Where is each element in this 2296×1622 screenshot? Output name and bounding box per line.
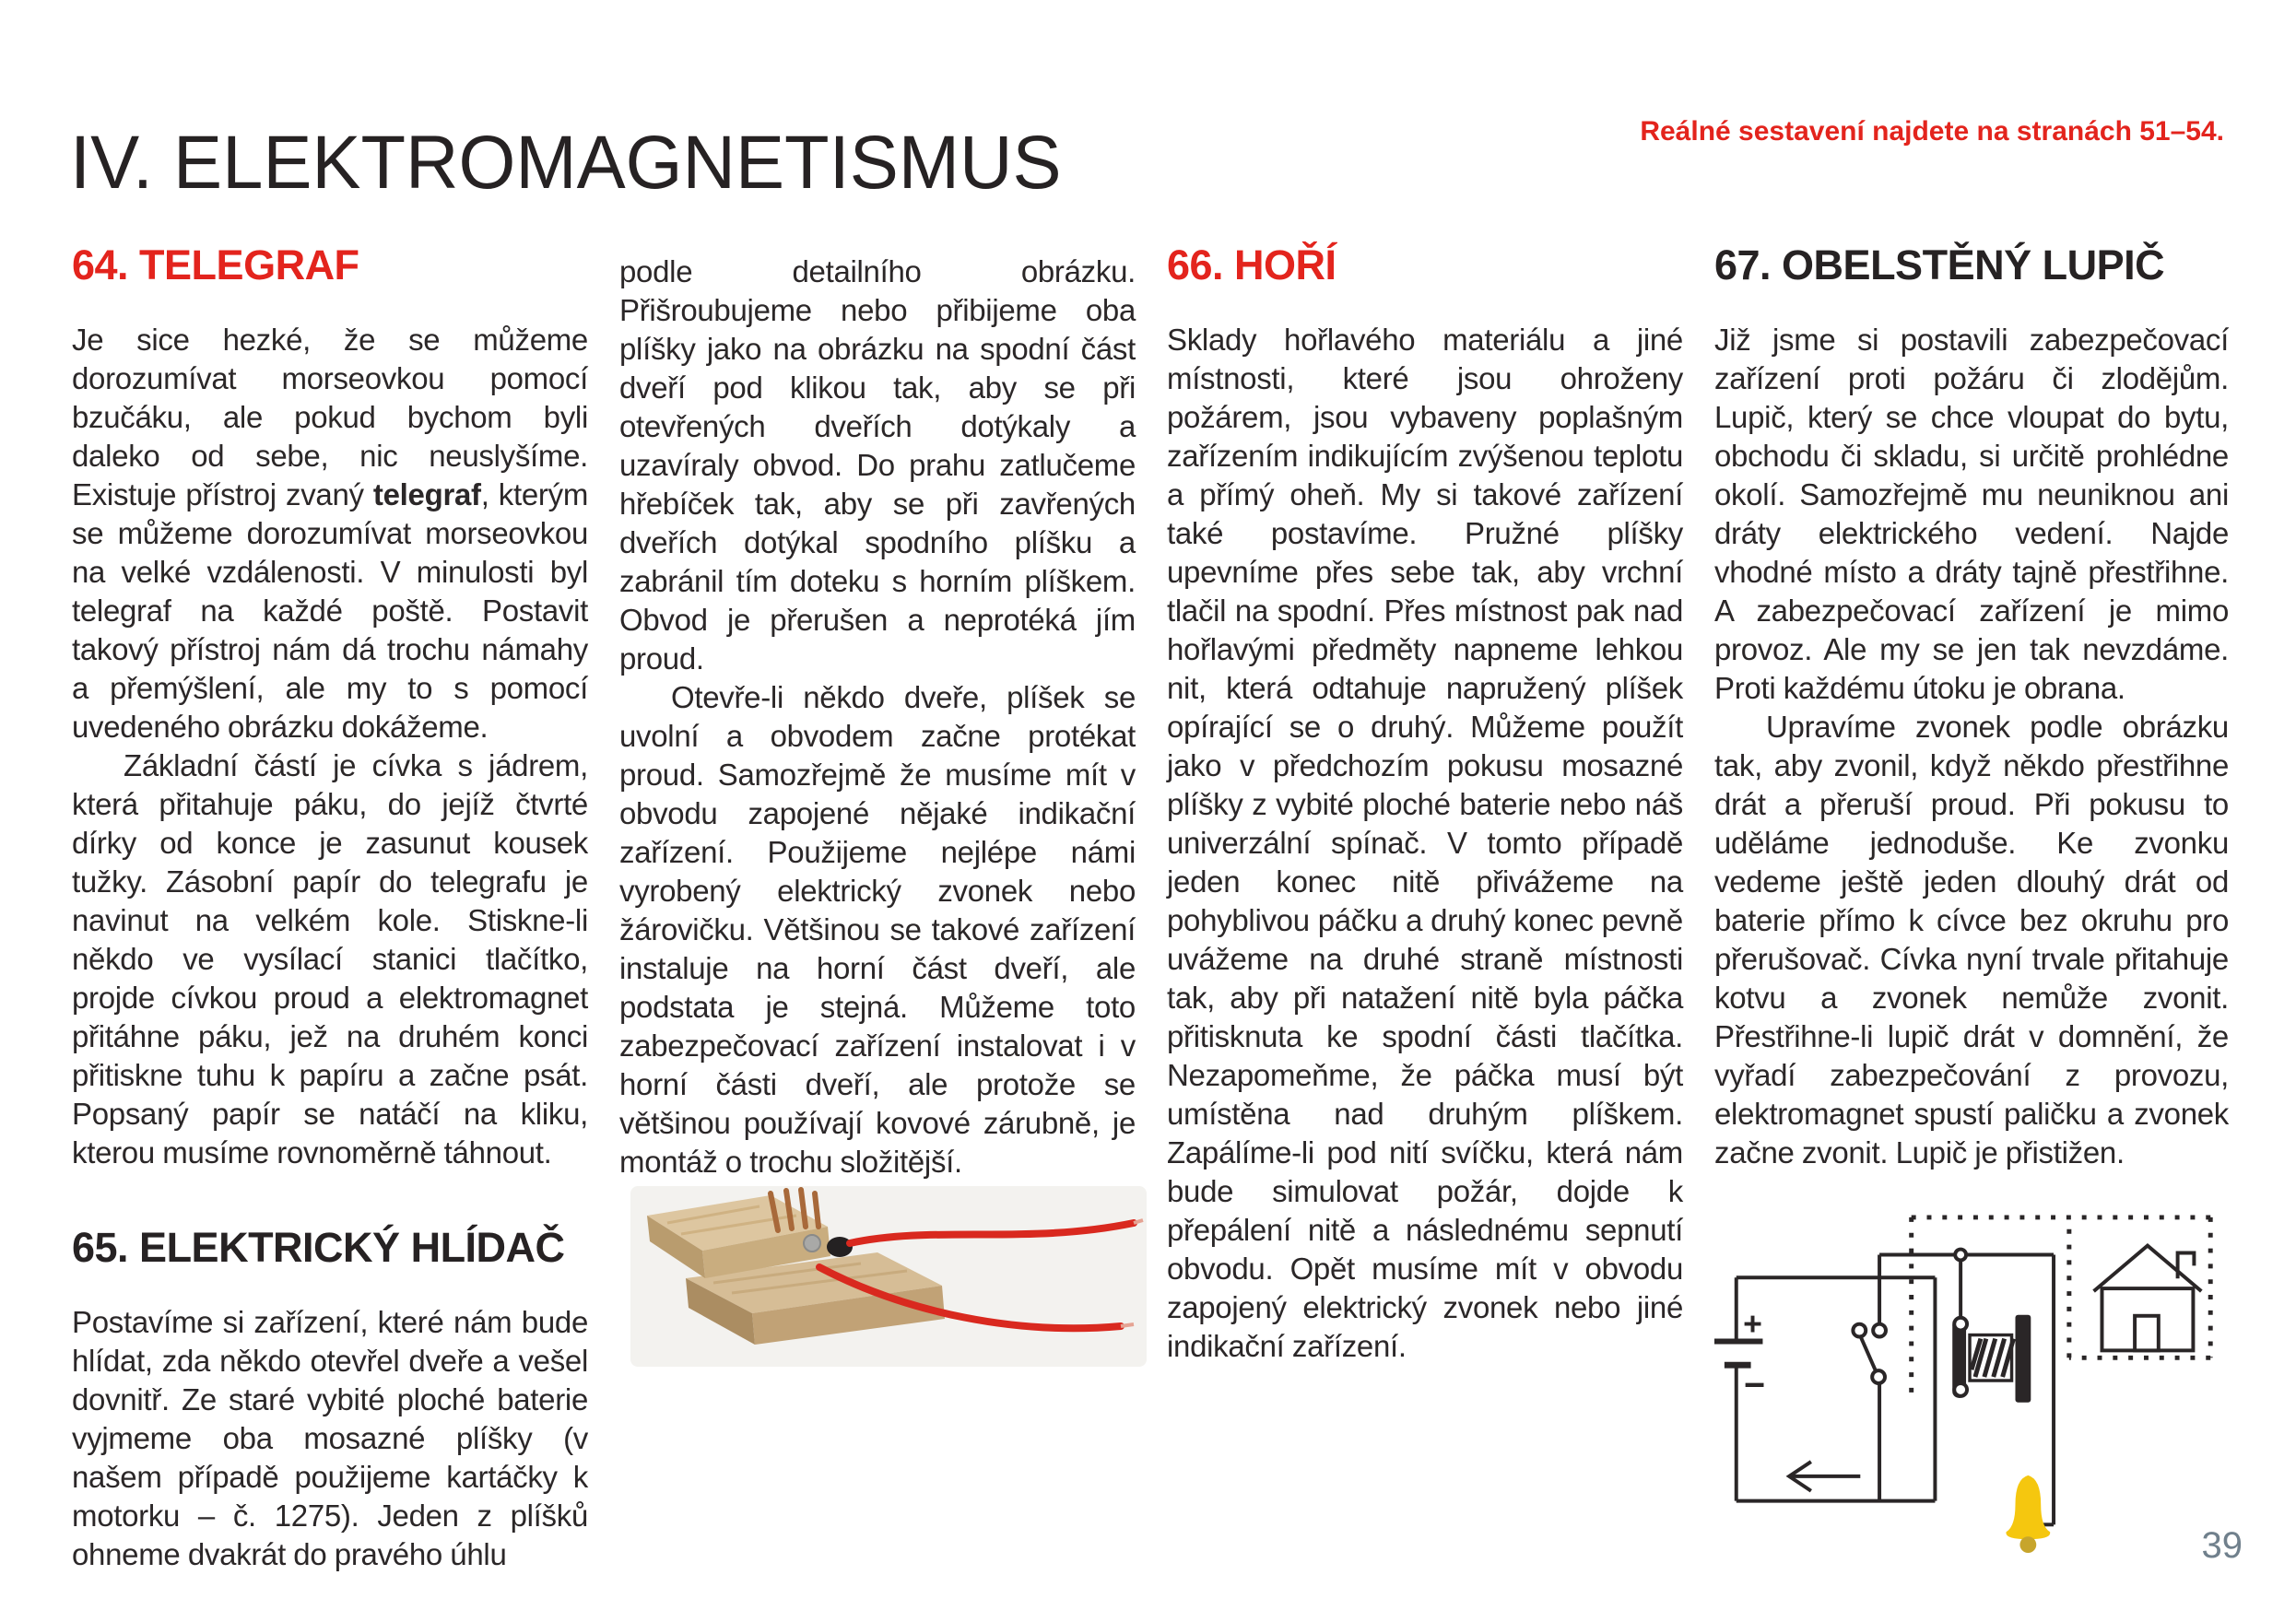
section-heading-67: 67. OBELSTĚNÝ LUPIČ <box>1714 241 2165 288</box>
switch-icon <box>1853 1324 1886 1383</box>
section-heading-66: 66. HOŘÍ <box>1167 241 1336 288</box>
door-contact-photo <box>630 1186 1147 1367</box>
paragraph-text: Je sice hezké, že se můžeme dorozumívat morseovkou pomocí bzučáku, ale pokud bychom byli daleko od sebe, nic neuslyšíme. Existuje přístroj zvaný <box>72 323 588 511</box>
battery-plus-label: + <box>1743 1305 1762 1343</box>
paragraph-text: , kterým se můžeme dorozumívat morseovkou na velké vzdálenosti. V minulosti byl telegraf na každé poště. Postavit takový přístroj nám dá trochu námahy a přemýšlení, ale my to s pomocí uvedeného obrázku dokážeme. <box>72 477 589 744</box>
column-3 <box>1167 241 1683 1366</box>
battery-minus-label: − <box>1743 1364 1766 1405</box>
bell-icon <box>2006 1475 2050 1553</box>
page-number: 39 <box>2201 1525 2243 1566</box>
paragraph: Již jsme si postavili zabezpečovací zařízení proti požáru či zlodějům. Lupič, který se chce vloupat do bytu, obchodu či skladu, si určitě prohlédne okolí. Samozřejmě mu neuniknou ani dráty elektrického vedení. Najde vhodné místo a dráty tajně přestřihne. A zabezpečovací zařízení je mimo provoz. Ale my se jen tak nevzdáme. Proti každému útoku je obrana. <box>1714 323 2229 705</box>
bold-word-telegraf: telegraf <box>372 477 481 511</box>
section-heading-65: 65. ELEKTRICKÝ HLÍDAČ <box>72 1224 565 1271</box>
chapter-title: IV. ELEKTROMAGNETISMUS <box>70 121 1062 205</box>
column-4 <box>1714 241 2229 1172</box>
paragraph: Základní částí je cívka s jádrem, která přitahuje páku, do jejíž čtvrté dírky od konce je zasunut kousek tužky. Zásobní papír do telegrafu je navinut na velkém kole. Stiskne-li někdo ve vysílací stanici tlačítko, projde cívkou proud a elektromagnet přitáhne páku, jež na druhém konci přitiskne tuhu k papíru a začne psát. Popsaný papír se natáčí na kliku, kterou musíme rovnoměrně táhnout. <box>72 748 588 1169</box>
paragraph: Postavíme si zařízení, které nám bude hlídat, zda někdo otevřel dveře a vešel dovnitř. Ze staré vybité ploché baterie vyjmeme oba mosazné plíšky (v našem případě použijeme kartáčky k motorku – č. 1275). Jeden z plíšků ohneme dvakrát do pravého úhlu <box>72 1305 588 1571</box>
burglar-alarm-diagram-image <box>1714 1198 2229 1567</box>
section-heading-64: 64. TELEGRAF <box>72 241 359 288</box>
burglar-alarm-diagram <box>1714 1198 2229 1567</box>
wire-tip-lower <box>1121 1324 1134 1326</box>
top-right-note: Reálné sestavení najdete na stranách 51–54. <box>1640 116 2224 147</box>
paragraph: Otevře-li někdo dveře, plíšek se uvolní a obvodem začne protékat proud. Samozřejmě že musíme mít v obvodu zapojené nějaké indikační zařízení. Použijeme nejlépe námi vyrobený elektrický zvonek nebo žárovičku. Většinou se takové zařízení instaluje na horní část dveří, ale podstata je stejná. Můžeme toto zabezpečovací zařízení instalovat i v horní části dveří, ale protože se většinou používají kovové zárubně, je montáž o trochu složitější. <box>619 680 1136 1179</box>
paragraph: Upravíme zvonek podle obrázku tak, aby zvonil, když někdo přestřihne drát a přeruší proud. Při pokusu to uděláme jednoduše. Ke zvonku vedeme ještě jeden dlouhý drát od baterie přímo k cívce bez okruhu pro přerušovač. Cívka nyní trvale přitahuje kotvu a zvonek nemůže zvonit. Přestřihne-li lupič drát v domnění, že vyřadí zabezpečování z provozu, elektromagnet spustí paličku a zvonek začne zvonit. Lupič je přistižen. <box>1714 710 2229 1169</box>
junction-dot <box>1955 1250 1966 1261</box>
column-1 <box>72 241 588 1574</box>
coil-icon <box>1952 1315 2031 1403</box>
paragraph: podle detailního obrázku. Přišroubujeme nebo přibijeme oba plíšky jako na obrázku na spodní část dveří pod klikou tak, aby se při otevřených dveřích dotýkaly a uzavíraly obvod. Do prahu zatlučeme hřebíček tak, aby se při zavřených dveřích dotýkal spodního plíšku a zabránil tím doteku s horním plíškem. Obvod je přerušen a neprotéká jím proud. <box>619 254 1136 676</box>
battery-icon <box>1714 1341 1762 1365</box>
circuit-wires <box>1737 1254 2054 1524</box>
paragraph: Sklady hořlavého materiálu a jiné místnosti, které jsou ohroženy požárem, jsou vybaveny poplašným zařízením indikujícím zvýšenou teplotu a přímý oheň. My si takové zařízení také postavíme. Pružné plíšky upevníme přes sebe tak, aby vrchní tlačil na spodní. Přes místnost pak nad hořlavými předměty napneme lehkou nit, která odtahuje napružený plíšek opírající se o druhý. Můžeme použít jako v předchozím pokusu mosazné plíšky z vybité ploché baterie nebo náš univerzální spínač. V tomto případě jeden konec nitě přivážeme na pohyblivou páčku a druhý konec pevně uvážeme na druhé straně místnosti tak, aby při natažení nitě byla páčka přitisknuta ke spodní části tlačítka. Nezapomeňme, že páčka musí být umístěna nad druhým plíškem. Zapálíme-li pod nití svíčku, která nám bude simulovat požár, dojde k přepálení nitě a následnému sepnutí obvodu. Opět musíme mít v obvodu zapojený elektrický zvonek nebo jiné indikační zařízení. <box>1167 323 1683 1363</box>
door-contact-photo-image <box>630 1186 1147 1367</box>
paragraph <box>72 321 588 746</box>
screw-head <box>804 1235 820 1252</box>
house-icon <box>2094 1246 2202 1351</box>
arrow-left-icon <box>1789 1462 1860 1491</box>
column-2 <box>619 253 1136 1181</box>
